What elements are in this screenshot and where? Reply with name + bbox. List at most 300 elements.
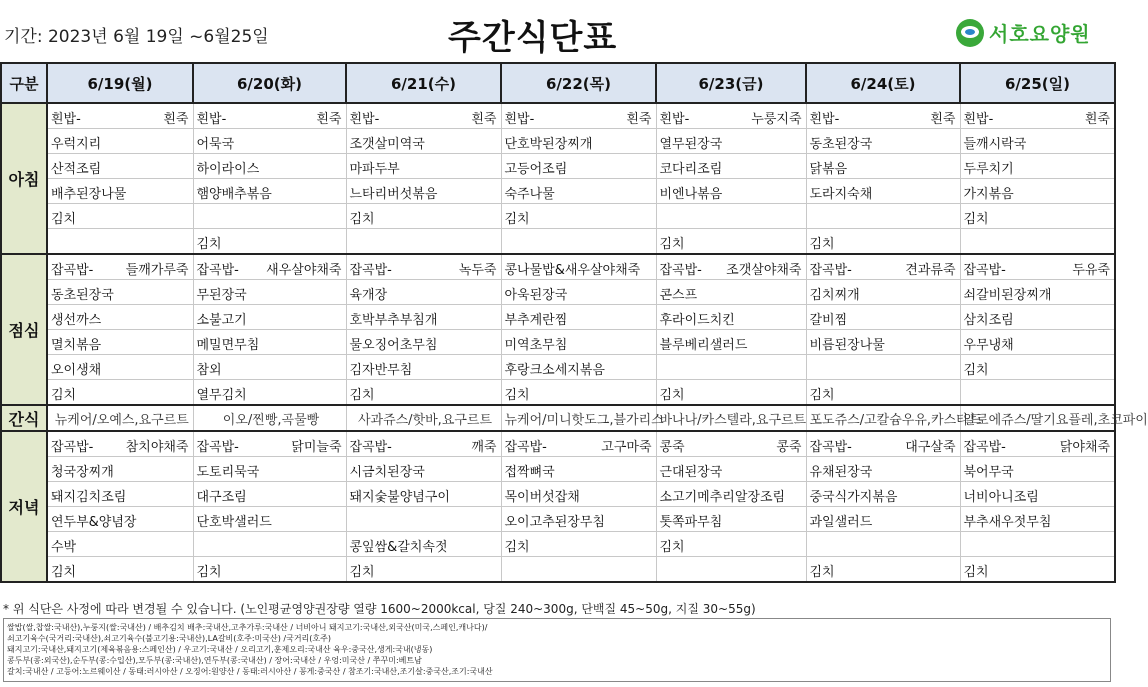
menu-cell bbox=[501, 154, 656, 179]
menu-item: 부추새우젓무침 bbox=[963, 515, 1052, 530]
menu-item: 잡곡밥- bbox=[51, 263, 94, 278]
menu-cell bbox=[47, 532, 193, 557]
menu-item: 접짝뼈국 bbox=[504, 465, 555, 480]
menu-cell bbox=[656, 229, 806, 255]
menu-cell bbox=[960, 280, 1115, 305]
origin-line: 갈치:국내산 / 고등어:노르웨이산 / 동태:러시아산 / 오징어:원양산 / 동태:러시아산 / 꽁게:중국산 / 참조기:국내산,조기살:중국산,조기:국내산 bbox=[7, 667, 493, 676]
header-day: 6/24(토) bbox=[806, 63, 960, 103]
menu-cell bbox=[193, 431, 346, 457]
menu-cell bbox=[656, 280, 806, 305]
menu-item: 돼지김치조림 bbox=[51, 490, 127, 505]
menu-cell bbox=[806, 103, 960, 129]
menu-cell bbox=[960, 457, 1115, 482]
lunch-row bbox=[1, 280, 1115, 305]
menu-item: 아욱된장국 bbox=[504, 288, 568, 303]
menu-item: 부추계란찜 bbox=[504, 313, 568, 328]
porridge-item: 닭미늘죽 bbox=[291, 440, 342, 455]
menu-cell bbox=[806, 305, 960, 330]
menu-cell bbox=[346, 330, 501, 355]
snack-cell: 사과쥬스/핫바,요구르트 bbox=[346, 405, 501, 431]
menu-cell bbox=[346, 103, 501, 129]
menu-cell bbox=[346, 154, 501, 179]
menu-item: 마파두부 bbox=[349, 162, 400, 177]
menu-cell bbox=[656, 129, 806, 154]
menu-item: 청국장찌개 bbox=[51, 465, 114, 480]
menu-cell bbox=[806, 229, 960, 255]
menu-cell bbox=[193, 179, 346, 204]
menu-item: 김치 bbox=[963, 363, 989, 378]
menu-cell bbox=[47, 482, 193, 507]
menu-cell bbox=[501, 179, 656, 204]
header-day: 6/19(월) bbox=[47, 63, 193, 103]
menu-item: 열무김치 bbox=[196, 388, 247, 403]
menu-item: 산적조림 bbox=[51, 162, 102, 177]
menu-cell bbox=[501, 229, 656, 255]
snack-cell: 바나나/카스텔라,요구르트 bbox=[656, 405, 806, 431]
smile-logo-icon bbox=[956, 19, 984, 47]
menu-item: 흰밥- bbox=[504, 112, 535, 127]
menu-item: 김치 bbox=[349, 212, 375, 227]
dinner-row bbox=[1, 557, 1115, 583]
menu-item: 미역초무침 bbox=[504, 338, 568, 353]
menu-cell bbox=[47, 305, 193, 330]
menu-cell bbox=[47, 254, 193, 280]
menu-item: 들깨시락국 bbox=[963, 137, 1027, 152]
menu-cell bbox=[806, 204, 960, 229]
menu-item: 숙주나물 bbox=[504, 187, 555, 202]
menu-item: 소고기메추리알장조림 bbox=[659, 490, 786, 505]
menu-cell bbox=[806, 457, 960, 482]
menu-item: 도토리묵국 bbox=[196, 465, 260, 480]
menu-cell bbox=[47, 330, 193, 355]
menu-cell bbox=[193, 204, 346, 229]
menu-item: 잡곡밥- bbox=[963, 263, 1006, 278]
menu-item: 김치 bbox=[349, 565, 375, 580]
menu-cell bbox=[346, 355, 501, 380]
porridge-item: 깨죽 bbox=[471, 440, 497, 455]
menu-item: 잡곡밥- bbox=[809, 440, 852, 455]
dinner-category: 저녁 bbox=[1, 431, 47, 582]
header-day: 6/23(금) bbox=[656, 63, 806, 103]
menu-item: 오이생채 bbox=[51, 363, 102, 378]
menu-cell bbox=[346, 532, 501, 557]
menu-cell bbox=[656, 482, 806, 507]
porridge-item: 흰죽 bbox=[930, 112, 956, 127]
menu-cell bbox=[47, 229, 193, 255]
menu-item: 돼지숯불양념구이 bbox=[349, 490, 450, 505]
porridge-item: 흰죽 bbox=[163, 112, 189, 127]
menu-cell bbox=[47, 380, 193, 406]
menu-cell bbox=[806, 431, 960, 457]
menu-cell bbox=[656, 380, 806, 406]
menu-cell bbox=[193, 280, 346, 305]
menu-item: 열무된장국 bbox=[659, 137, 723, 152]
menu-item: 잡곡밥- bbox=[196, 263, 239, 278]
lunch-row bbox=[1, 330, 1115, 355]
menu-cell bbox=[47, 204, 193, 229]
menu-cell bbox=[806, 280, 960, 305]
menu-item: 소불고기 bbox=[196, 313, 247, 328]
menu-item: 동초된장국 bbox=[809, 137, 873, 152]
menu-cell bbox=[806, 532, 960, 557]
menu-cell bbox=[656, 457, 806, 482]
origin-line: 쌀밥(쌀,찹쌀:국내산),누룽지(쌀:국내산) / 배추김치 배추:국내산,고추가루:국내산 / 너비아니 돼지고기:국내산,외국산(미국,스페인,캐나다)/ bbox=[7, 623, 488, 632]
menu-cell bbox=[47, 457, 193, 482]
dinner-row bbox=[1, 507, 1115, 532]
porridge-item: 흰죽 bbox=[1084, 112, 1110, 127]
menu-cell bbox=[656, 507, 806, 532]
menu-item: 잡곡밥- bbox=[963, 440, 1006, 455]
menu-cell bbox=[193, 229, 346, 255]
menu-cell bbox=[193, 254, 346, 280]
menu-item: 블루베리샐러드 bbox=[659, 338, 748, 353]
menu-item: 육개장 bbox=[349, 288, 388, 303]
menu-cell bbox=[960, 305, 1115, 330]
menu-cell bbox=[960, 330, 1115, 355]
menu-item: 콩잎쌈&갈치속젓 bbox=[349, 540, 448, 555]
menu-item: 우무냉채 bbox=[963, 338, 1014, 353]
menu-cell bbox=[806, 355, 960, 380]
breakfast-row bbox=[1, 179, 1115, 204]
lunch-row bbox=[1, 254, 1115, 280]
dinner-row bbox=[1, 457, 1115, 482]
breakfast-row bbox=[1, 204, 1115, 229]
menu-item: 참외 bbox=[196, 363, 222, 378]
menu-item: 잡곡밥- bbox=[504, 440, 547, 455]
menu-item: 김치 bbox=[659, 540, 685, 555]
menu-cell bbox=[47, 154, 193, 179]
menu-cell bbox=[501, 254, 656, 280]
menu-item: 유채된장국 bbox=[809, 465, 873, 480]
menu-item: 가지볶음 bbox=[963, 187, 1014, 202]
page-title: 주간식단표 bbox=[448, 18, 618, 58]
snack-cell: 뉴케어/오예스,요구르트 bbox=[47, 405, 193, 431]
menu-item: 김치 bbox=[809, 237, 835, 252]
menu-item: 호박부추부침개 bbox=[349, 313, 438, 328]
menu-item: 김치 bbox=[809, 565, 835, 580]
menu-item: 김치 bbox=[659, 237, 685, 252]
menu-cell bbox=[960, 482, 1115, 507]
menu-cell bbox=[501, 305, 656, 330]
header-day: 6/20(화) bbox=[193, 63, 346, 103]
lunch-row bbox=[1, 380, 1115, 406]
snack-cell: 포도쥬스/고칼슘우유,카스타드 bbox=[806, 405, 960, 431]
menu-cell bbox=[960, 154, 1115, 179]
menu-item: 김치 bbox=[963, 212, 989, 227]
menu-cell bbox=[960, 355, 1115, 380]
menu-item: 콩나물밥&새우살야채죽 bbox=[504, 263, 641, 278]
menu-item: 단호박된장찌개 bbox=[504, 137, 593, 152]
menu-cell bbox=[656, 532, 806, 557]
menu-cell bbox=[346, 204, 501, 229]
porridge-item: 견과류죽 bbox=[905, 263, 956, 278]
porridge-item: 참치야채죽 bbox=[125, 440, 189, 455]
breakfast-row bbox=[1, 103, 1115, 129]
menu-item: 조갯살미역국 bbox=[349, 137, 425, 152]
menu-item: 김치 bbox=[196, 565, 222, 580]
menu-cell bbox=[501, 280, 656, 305]
menu-cell bbox=[960, 254, 1115, 280]
menu-item: 흰밥- bbox=[659, 112, 690, 127]
porridge-item: 두유죽 bbox=[1072, 263, 1110, 278]
menu-item: 닭볶음 bbox=[809, 162, 848, 177]
menu-item: 우럭지리 bbox=[51, 137, 102, 152]
menu-cell bbox=[960, 380, 1115, 406]
menu-cell bbox=[346, 254, 501, 280]
menu-item: 고등어조림 bbox=[504, 162, 568, 177]
menu-cell bbox=[656, 355, 806, 380]
menu-cell bbox=[960, 557, 1115, 583]
menu-cell bbox=[47, 557, 193, 583]
menu-cell bbox=[501, 330, 656, 355]
menu-cell bbox=[193, 330, 346, 355]
porridge-item: 누룽지죽 bbox=[751, 112, 802, 127]
porridge-item: 닭야채죽 bbox=[1059, 440, 1110, 455]
menu-cell bbox=[47, 431, 193, 457]
lunch-category: 점심 bbox=[1, 254, 47, 405]
menu-cell bbox=[806, 482, 960, 507]
menu-item: 햄양배추볶음 bbox=[196, 187, 272, 202]
menu-item: 김치 bbox=[809, 388, 835, 403]
menu-cell bbox=[47, 280, 193, 305]
menu-item: 콩죽 bbox=[659, 440, 685, 455]
menu-item: 물오징어초무침 bbox=[349, 338, 438, 353]
menu-item: 오이고추된장무침 bbox=[504, 515, 605, 530]
menu-cell bbox=[193, 557, 346, 583]
menu-cell bbox=[346, 431, 501, 457]
dinner-row bbox=[1, 532, 1115, 557]
menu-cell bbox=[47, 129, 193, 154]
menu-cell bbox=[806, 380, 960, 406]
menu-cell bbox=[501, 103, 656, 129]
menu-cell bbox=[656, 179, 806, 204]
menu-item: 수박 bbox=[51, 540, 77, 555]
menu-item: 흰밥- bbox=[963, 112, 994, 127]
menu-item: 김치 bbox=[504, 212, 530, 227]
header-day: 6/21(수) bbox=[346, 63, 501, 103]
menu-item: 김치 bbox=[504, 540, 530, 555]
menu-cell bbox=[193, 507, 346, 532]
snack-category: 간식 bbox=[1, 405, 47, 431]
menu-cell bbox=[960, 507, 1115, 532]
menu-item: 시금치된장국 bbox=[349, 465, 425, 480]
header-row bbox=[1, 63, 1115, 103]
nutrition-note: * 위 식단은 사정에 따라 변경될 수 있습니다. (노인평균영양권장량 열량 1600~2000kcal, 당질 240~300g, 단백질 45~50g, 지질 30~55g) bbox=[3, 602, 756, 616]
menu-item: 잡곡밥- bbox=[51, 440, 94, 455]
menu-cell bbox=[193, 103, 346, 129]
menu-item: 김치 bbox=[51, 212, 77, 227]
menu-table bbox=[0, 62, 1148, 583]
menu-item: 어묵국 bbox=[196, 137, 235, 152]
menu-item: 무된장국 bbox=[196, 288, 247, 303]
menu-cell bbox=[193, 129, 346, 154]
menu-cell bbox=[656, 204, 806, 229]
menu-cell bbox=[806, 179, 960, 204]
menu-cell bbox=[501, 457, 656, 482]
header-day: 6/25(일) bbox=[960, 63, 1115, 103]
menu-item: 흰밥- bbox=[196, 112, 227, 127]
origin-info-box bbox=[3, 618, 1111, 682]
menu-item: 연두부&양념장 bbox=[51, 515, 137, 530]
menu-item: 톳쪽파무침 bbox=[659, 515, 723, 530]
menu-cell bbox=[47, 179, 193, 204]
menu-item: 두루치기 bbox=[963, 162, 1014, 177]
porridge-item: 흰죽 bbox=[316, 112, 342, 127]
menu-cell bbox=[501, 507, 656, 532]
menu-item: 김치 bbox=[504, 388, 530, 403]
menu-cell bbox=[346, 179, 501, 204]
breakfast-row bbox=[1, 129, 1115, 154]
porridge-item: 대구살죽 bbox=[905, 440, 956, 455]
menu-item: 김치 bbox=[196, 237, 222, 252]
menu-item: 갈비찜 bbox=[809, 313, 848, 328]
menu-cell bbox=[501, 129, 656, 154]
menu-cell bbox=[501, 204, 656, 229]
dinner-row bbox=[1, 482, 1115, 507]
menu-cell bbox=[346, 380, 501, 406]
menu-cell bbox=[806, 129, 960, 154]
menu-cell bbox=[346, 280, 501, 305]
menu-cell bbox=[960, 179, 1115, 204]
menu-item: 목이버섯잡채 bbox=[504, 490, 580, 505]
menu-cell bbox=[656, 103, 806, 129]
porridge-item: 흰죽 bbox=[471, 112, 497, 127]
menu-item: 잡곡밥- bbox=[659, 263, 702, 278]
menu-cell bbox=[501, 380, 656, 406]
menu-cell bbox=[960, 229, 1115, 255]
porridge-item: 조갯살야채죽 bbox=[726, 263, 802, 278]
menu-item: 생선까스 bbox=[51, 313, 102, 328]
menu-item: 메밀면무침 bbox=[196, 338, 260, 353]
origin-line: 쇠고기육수(국거리:국내산),쇠고기육수(불고기용:국내산),LA갈비(호주:미국산) /국거리(호주) bbox=[7, 634, 331, 643]
menu-item: 비름된장나물 bbox=[809, 338, 885, 353]
menu-item: 동초된장국 bbox=[51, 288, 114, 303]
porridge-item: 들깨가루죽 bbox=[125, 263, 189, 278]
menu-item: 느타리버섯볶음 bbox=[349, 187, 438, 202]
menu-cell bbox=[806, 557, 960, 583]
menu-cell bbox=[501, 431, 656, 457]
origin-line: 콩두부(콩:외국산),순두부(콩:수입산),모두부(콩:국내산),연두부(콩:국내산) / 장어:국내산 / 우엉:미국산 / 쭈꾸미:베트남 bbox=[7, 656, 422, 665]
menu-cell bbox=[656, 305, 806, 330]
menu-cell bbox=[346, 557, 501, 583]
snack-cell: 알로에쥬스/딸기요플레,초코파이 bbox=[960, 405, 1115, 431]
snack-row bbox=[1, 405, 1115, 431]
origin-line: 돼지고기:국내산,돼지고기(제육볶음용:스페인산) / 우고기:국내산 / 오리고기,훈제오리:국내산 육우:중국산,생게:국내(냉동) bbox=[7, 645, 433, 654]
lunch-row bbox=[1, 355, 1115, 380]
menu-item: 단호박샐러드 bbox=[196, 515, 272, 530]
period-label: 기간: 2023년 6월 19일 ~6월25일 bbox=[4, 27, 269, 47]
menu-cell bbox=[47, 355, 193, 380]
lunch-row bbox=[1, 305, 1115, 330]
menu-cell bbox=[960, 532, 1115, 557]
menu-item: 콘스프 bbox=[659, 288, 698, 303]
snack-cell: 뉴케어/미니핫도그,블가리스 bbox=[501, 405, 656, 431]
menu-item: 후랑크소세지볶음 bbox=[504, 363, 605, 378]
menu-cell bbox=[656, 431, 806, 457]
menu-cell bbox=[346, 305, 501, 330]
menu-cell bbox=[501, 532, 656, 557]
menu-item: 김치 bbox=[963, 565, 989, 580]
menu-item: 삼치조림 bbox=[963, 313, 1014, 328]
menu-item: 잡곡밥- bbox=[349, 263, 392, 278]
menu-item: 후라이드치킨 bbox=[659, 313, 735, 328]
menu-cell bbox=[193, 154, 346, 179]
porridge-item: 고구마죽 bbox=[601, 440, 652, 455]
menu-cell bbox=[193, 532, 346, 557]
menu-cell bbox=[47, 507, 193, 532]
menu-cell bbox=[806, 154, 960, 179]
menu-cell bbox=[960, 431, 1115, 457]
menu-item: 비엔나볶음 bbox=[659, 187, 723, 202]
menu-item: 코다리조림 bbox=[659, 162, 723, 177]
menu-cell bbox=[806, 330, 960, 355]
menu-cell bbox=[193, 380, 346, 406]
menu-cell bbox=[656, 254, 806, 280]
menu-item: 흰밥- bbox=[809, 112, 840, 127]
menu-cell bbox=[346, 482, 501, 507]
menu-item: 김자반무침 bbox=[349, 363, 413, 378]
porridge-item: 새우살야채죽 bbox=[266, 263, 342, 278]
menu-item: 멸치볶음 bbox=[51, 338, 102, 353]
menu-cell bbox=[346, 129, 501, 154]
menu-item: 잡곡밥- bbox=[349, 440, 392, 455]
header-category: 구분 bbox=[1, 63, 47, 103]
snack-cell: 이오/찐빵,곡물빵 bbox=[193, 405, 346, 431]
menu-cell bbox=[346, 229, 501, 255]
menu-cell bbox=[193, 355, 346, 380]
menu-item: 잡곡밥- bbox=[809, 263, 852, 278]
menu-item: 김치 bbox=[659, 388, 685, 403]
menu-cell bbox=[193, 457, 346, 482]
menu-item: 너비아니조림 bbox=[963, 490, 1039, 505]
menu-item: 대구조림 bbox=[196, 490, 247, 505]
porridge-item: 녹두죽 bbox=[458, 263, 497, 278]
menu-cell bbox=[501, 557, 656, 583]
menu-cell bbox=[806, 507, 960, 532]
logo-text: 서호요양원 bbox=[989, 22, 1091, 46]
menu-cell bbox=[346, 507, 501, 532]
menu-item: 배추된장나물 bbox=[51, 187, 127, 202]
menu-item: 흰밥- bbox=[51, 112, 81, 127]
menu-item: 과일샐러드 bbox=[809, 515, 873, 530]
menu-item: 쇠갈비된장찌개 bbox=[963, 288, 1052, 303]
menu-item: 중국식가지볶음 bbox=[809, 490, 898, 505]
logo bbox=[956, 18, 1091, 47]
dinner-row bbox=[1, 431, 1115, 457]
menu-item: 김치 bbox=[51, 388, 77, 403]
breakfast-category: 아침 bbox=[1, 103, 47, 254]
menu-cell bbox=[193, 305, 346, 330]
menu-cell bbox=[806, 254, 960, 280]
breakfast-row bbox=[1, 229, 1115, 255]
menu-item: 흰밥- bbox=[349, 112, 380, 127]
menu-cell bbox=[656, 330, 806, 355]
breakfast-row bbox=[1, 154, 1115, 179]
menu-cell bbox=[501, 482, 656, 507]
menu-item: 잡곡밥- bbox=[196, 440, 239, 455]
menu-item: 김치찌개 bbox=[809, 288, 860, 303]
menu-cell bbox=[193, 482, 346, 507]
menu-cell bbox=[656, 557, 806, 583]
menu-cell bbox=[960, 129, 1115, 154]
menu-item: 하이라이스 bbox=[196, 162, 260, 177]
menu-item: 김치 bbox=[349, 388, 375, 403]
menu-cell bbox=[960, 103, 1115, 129]
porridge-item: 흰죽 bbox=[626, 112, 652, 127]
menu-item: 김치 bbox=[51, 565, 77, 580]
menu-item: 북어무국 bbox=[963, 465, 1014, 480]
menu-cell bbox=[960, 204, 1115, 229]
